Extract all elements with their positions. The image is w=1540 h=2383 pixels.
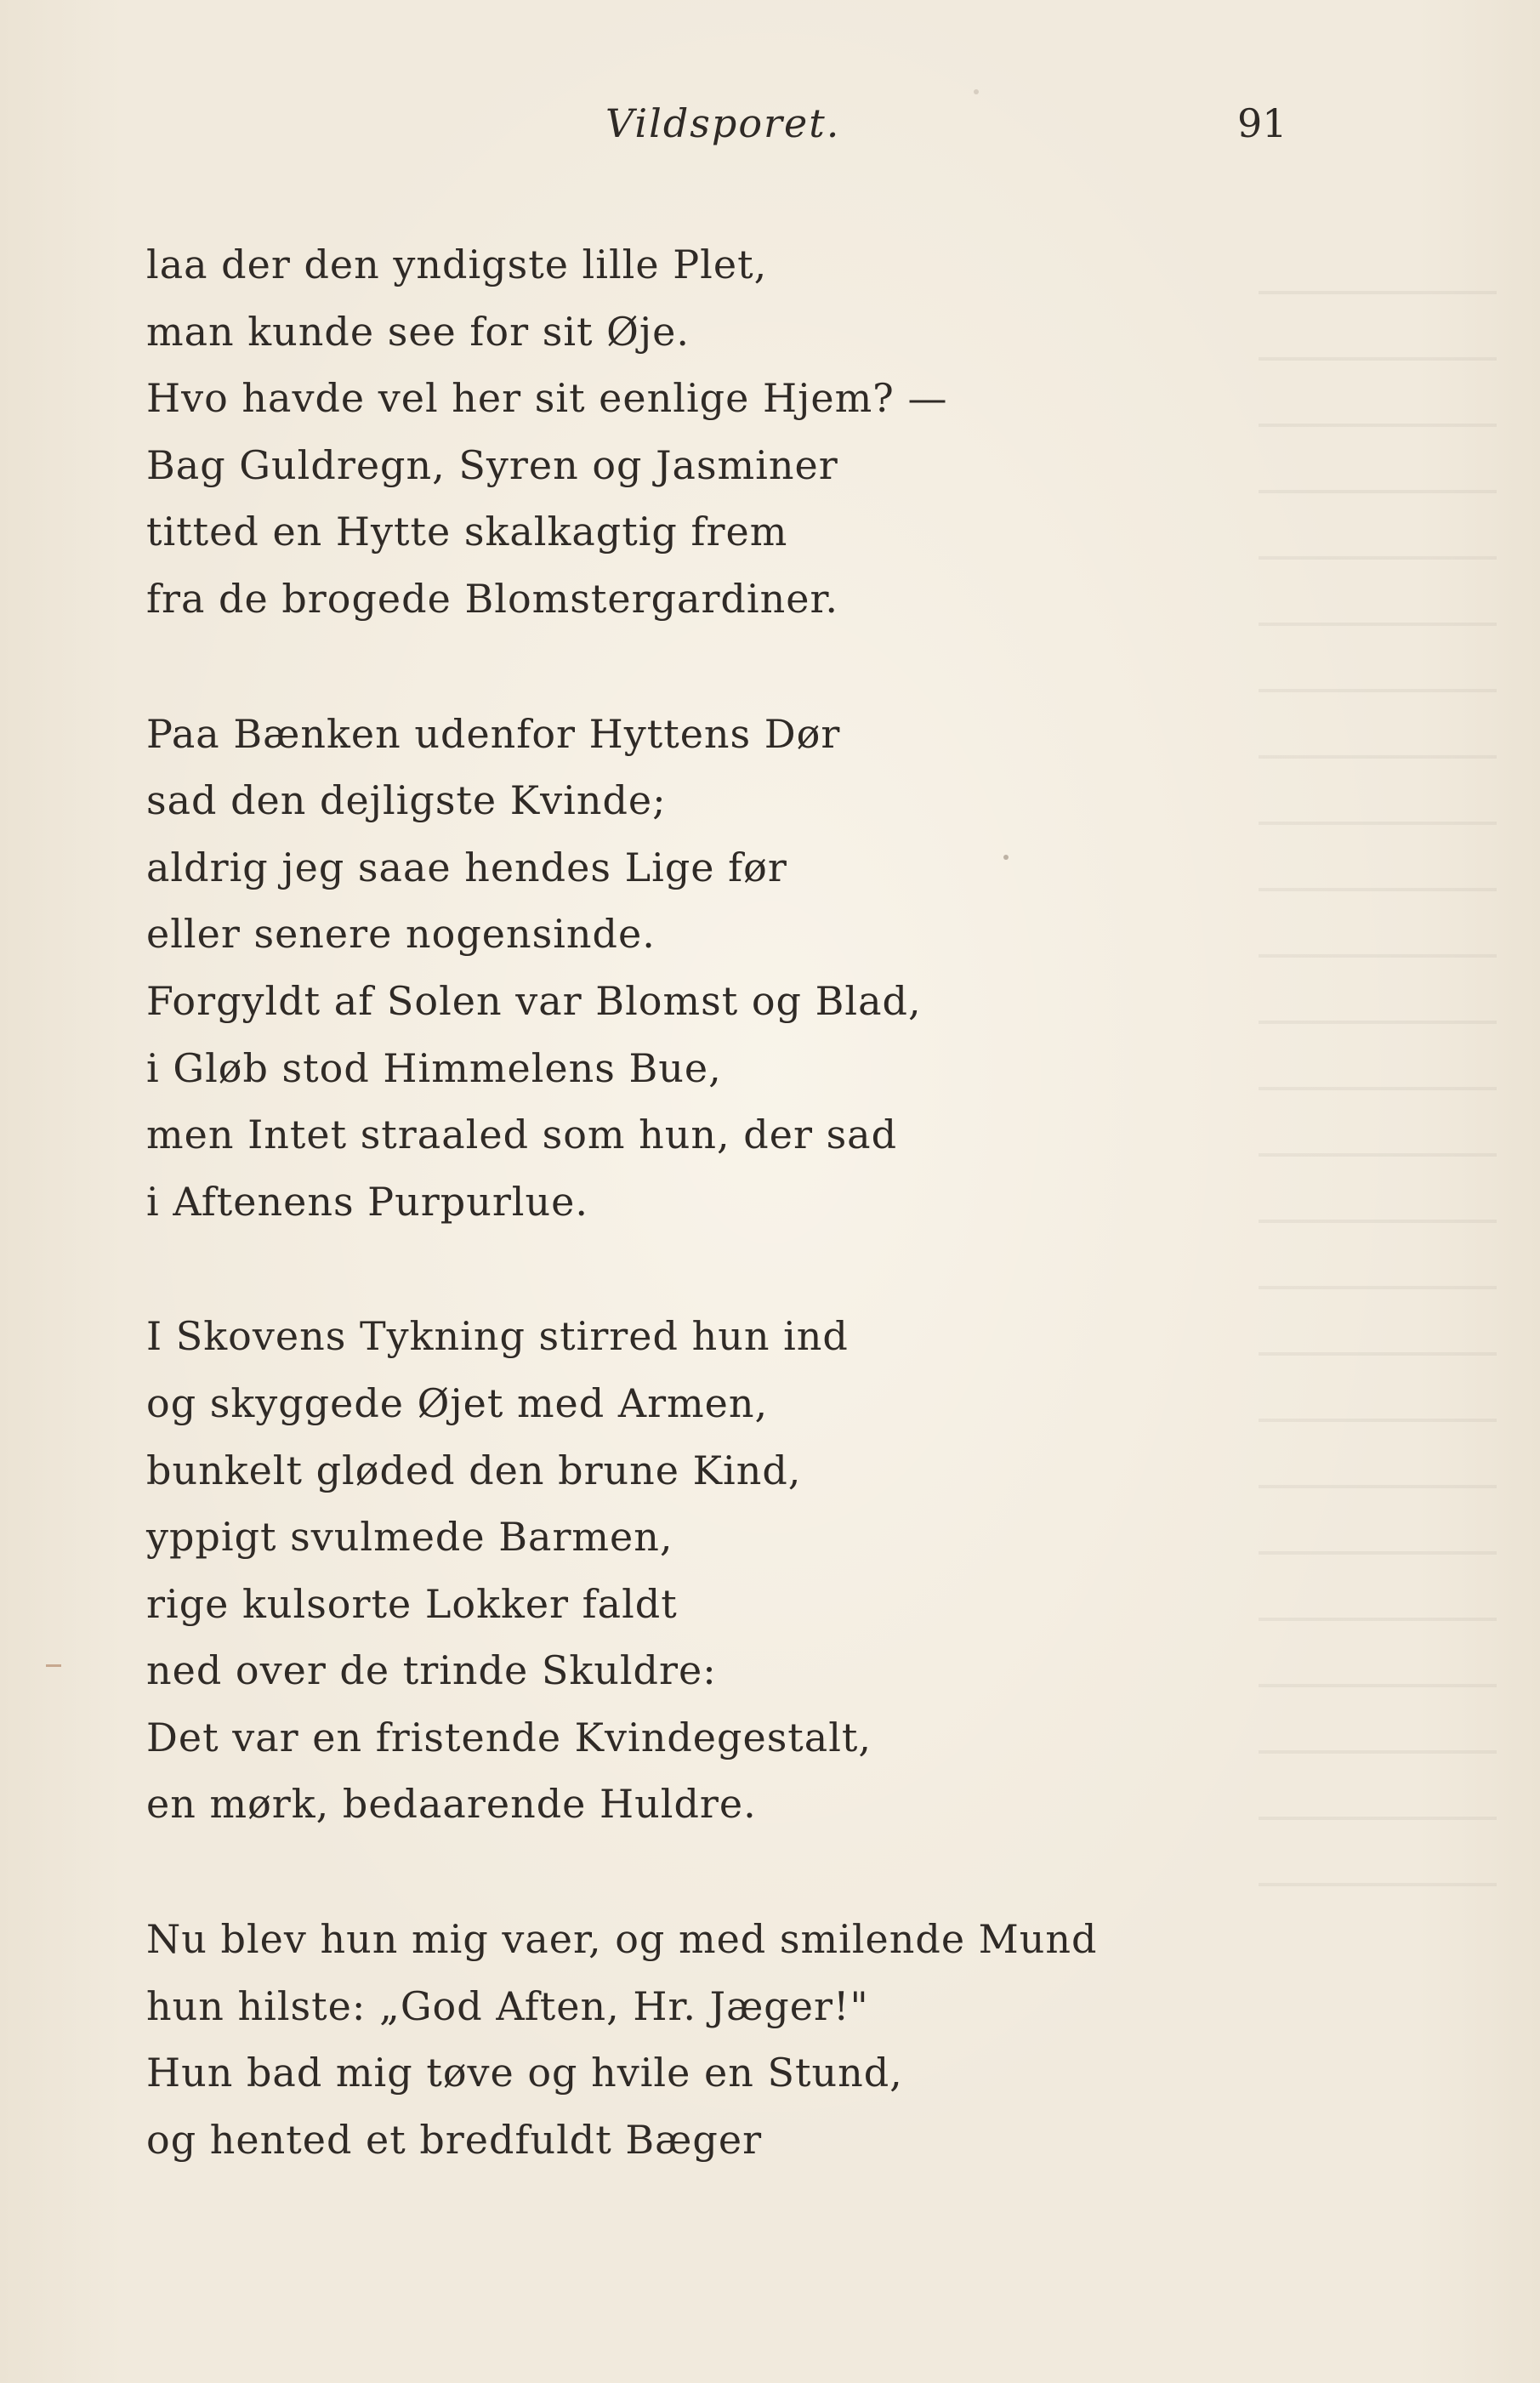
verse-line: Forgyldt af Solen var Blomst og Blad, [146,977,922,1024]
verse-line: Hun bad mig tøve og hvile en Stund, [146,2050,903,2096]
verse-line: en mørk, bedaarende Huldre. [146,1781,757,1828]
verse-line: hun hilste: „God Aften, Hr. Jæger!" [146,1982,869,2029]
verse-line: Paa Bænken udenfor Hyttens Dør [146,710,841,757]
verse-line: rige kulsorte Lokker faldt [146,1580,678,1627]
verse-line: man kunde see for sit Øje. [146,308,690,355]
page-number: 91 [1237,100,1287,146]
paper-speck [974,89,979,94]
verse-line: sad den dejligste Kvinde; [146,777,667,824]
verse-line: i Gløb stod Himmelens Bue, [146,1044,722,1091]
verse-line: fra de brogede Blomstergardiner. [146,575,838,622]
verse-line: Det var en fristende Kvindegestalt, [146,1714,872,1760]
verse-line: Nu blev hun mig vaer, og med smilende Mund [146,1916,1098,1963]
verse-line: bunkelt gløded den brune Kind, [146,1447,802,1493]
verse-line: titted en Hytte skalkagtig frem [146,509,788,555]
verse-line: aldrig jeg saae hendes Lige før [146,844,787,890]
stanza [146,1303,1337,1838]
poem-body [146,231,1337,2241]
page-header [0,100,1540,151]
verse-line: yppigt svulmede Barmen, [146,1514,673,1561]
running-head: Vildsporet. [605,100,841,146]
verse-line: eller senere nogensinde. [146,911,656,958]
margin-mark [46,1664,61,1667]
verse-line: i Aftenens Purpurlue. [146,1178,588,1225]
verse-line: ned over de trinde Skuldre: [146,1647,717,1694]
verse-line: Hvo havde vel her sit eenlige Hjem? — [146,375,948,422]
stanza [146,1906,1337,2173]
verse-line: I Skovens Tykning stirred hun ind [146,1313,849,1360]
verse-line: men Intet straaled som hun, der sad [146,1112,898,1158]
verse-line: og skyggede Øjet med Armen, [146,1379,769,1426]
verse-line: laa der den yndigste lille Plet, [146,242,768,287]
verse-line: Bag Guldregn, Syren og Jasminer [146,441,838,488]
verse-line: og hented et bredfuldt Bæger [146,2116,763,2163]
stanza [146,231,1337,633]
stanza [146,701,1337,1236]
